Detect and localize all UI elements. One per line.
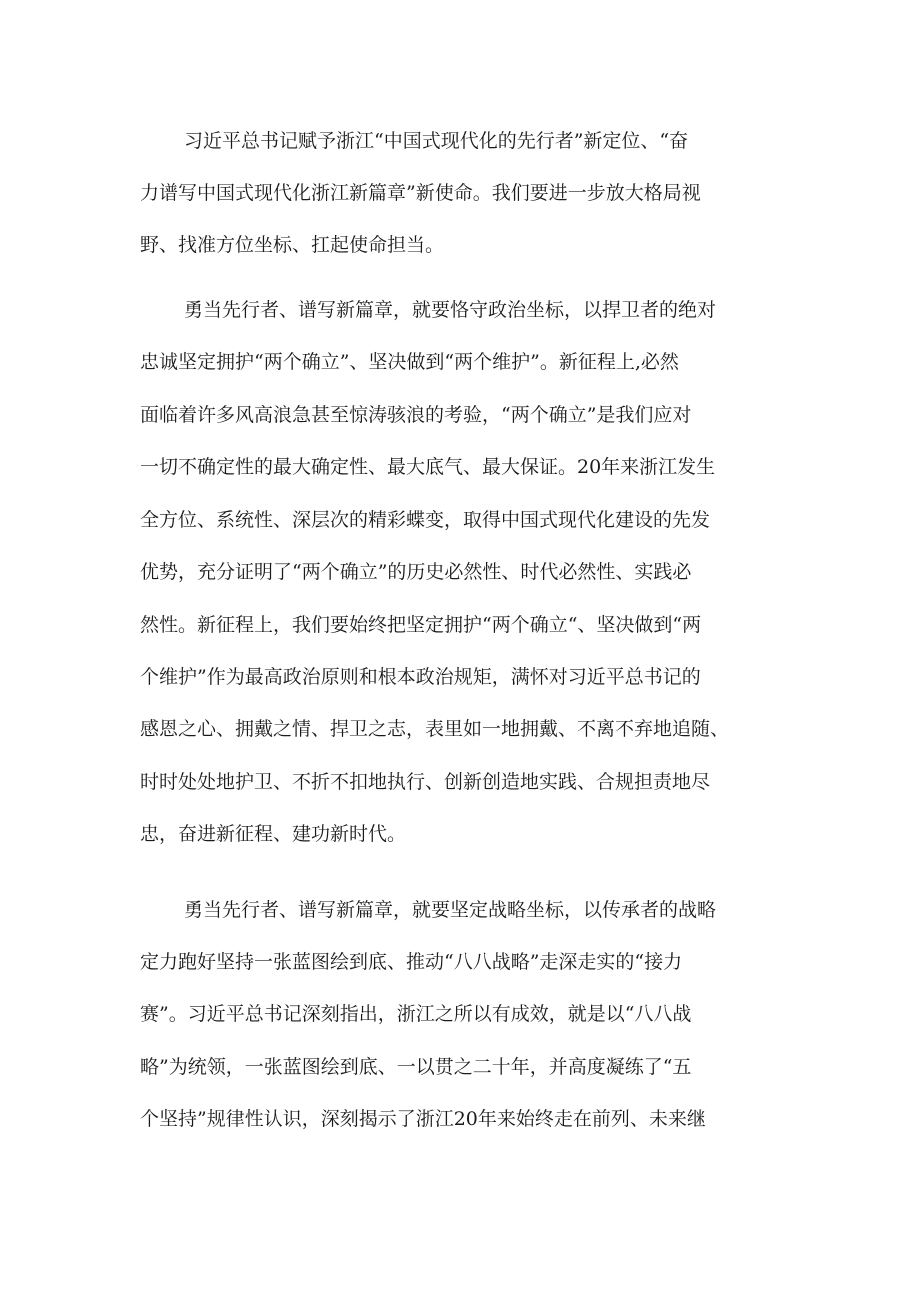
paragraph-2-line-7: 然性。新征程上，我们要始终把坚定拥护“两个确立“、坚决做到“两 — [140, 614, 702, 636]
paragraph-2-line-3: 面临着许多风高浪急甚至惊涛骇浪的考验，“两个确立”是我们应对 — [140, 404, 692, 426]
paragraph-3-line-5: 个坚持”规律性认识，深刻揭示了浙江20年来始终走在前列、未来继 — [140, 1108, 706, 1130]
paragraph-2-line-2: 忠诚坚定拥护“两个确立”、坚决做到“两个维护”。新征程上,必然 — [140, 351, 679, 373]
paragraph-3-line-1: 勇当先行者、谱写新篇章，就要坚定战略坐标，以传承者的战略 — [184, 899, 717, 921]
paragraph-1-line-1: 习近平总书记赋予浙江“中国式现代化的先行者”新定位、“奋 — [184, 130, 689, 152]
paragraph-1-line-2: 力谱写中国式现代化浙江新篇章”新使命。我们要进一步放大格局视 — [140, 182, 701, 204]
paragraph-3-line-2: 定力跑好坚持一张蓝图绘到底、推动“八八战略”走深走实的“接力 — [140, 951, 683, 973]
paragraph-3-line-3: 赛”。习近平总书记深刻指出，浙江之所以有成效，就是以“八八战 — [140, 1003, 692, 1025]
paragraph-2-line-8: 个维护”作为最高政治原则和根本政治规矩，满怀对习近平总书记的 — [140, 666, 701, 688]
paragraph-2-line-5: 全方位、系统性、深层次的精彩蝶变，取得中国式现代化建设的先发 — [140, 509, 711, 531]
paragraph-2-line-10: 时时处处地护卫、不折不扣地执行、创新创造地实践、合规担责地尽 — [140, 771, 711, 793]
paragraph-2-line-11: 忠，奋进新征程、建功新时代。 — [140, 823, 407, 845]
paragraph-2-line-1: 勇当先行者、谱写新篇章，就要恪守政治坐标，以捍卫者的绝对 — [184, 299, 717, 321]
paragraph-3-line-4: 略”为统领，一张蓝图绘到底、一以贯之二十年，并高度凝练了“五 — [140, 1056, 692, 1078]
paragraph-2-line-6: 优势，充分证明了“两个确立”的历史必然性、时代必然性、实践必 — [140, 561, 692, 583]
paragraph-1-line-3: 野、找准方位坐标、扛起使命担当。 — [140, 234, 445, 256]
paragraph-2-line-9: 感恩之心、拥戴之情、捍卫之志，表里如一地拥戴、不离不弃地追随、 — [140, 718, 730, 740]
paragraph-2-line-4: 一切不确定性的最大确定性、最大底气、最大保证。20年来浙江发生 — [140, 456, 716, 478]
